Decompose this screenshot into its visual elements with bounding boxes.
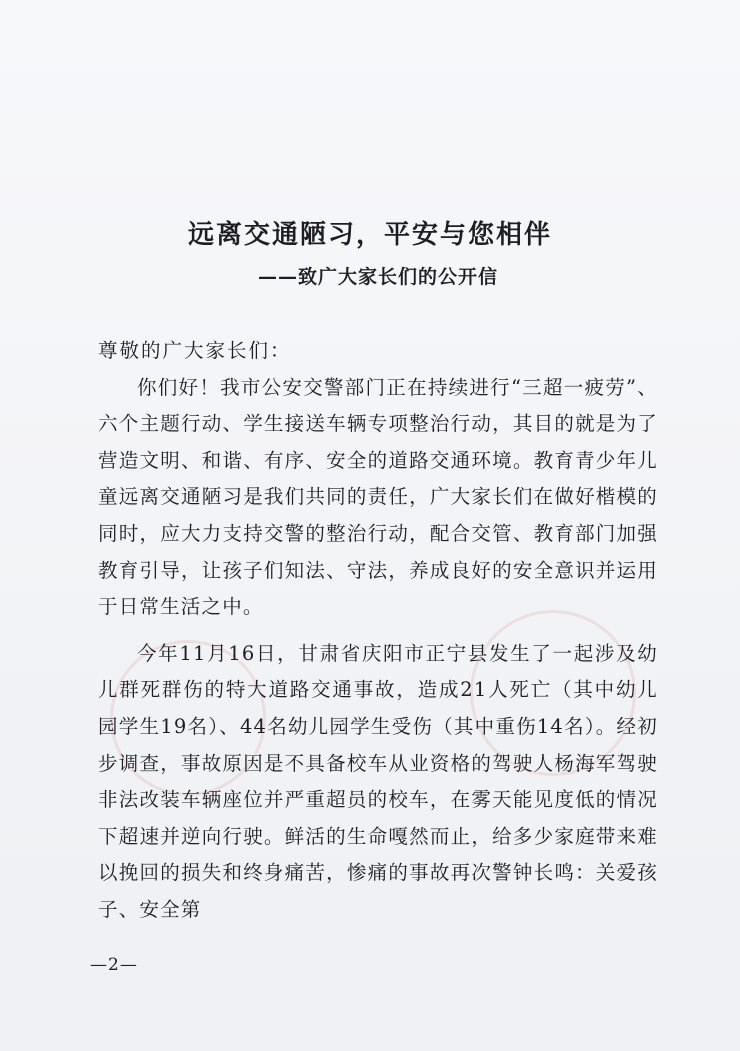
letter-title: 远离交通陋习，平安与您相伴: [187, 220, 552, 250]
reverse-side-bleed-through: [330, 240, 642, 341]
letter-subtitle: ——致广大家长们的公开信: [258, 266, 499, 288]
paragraph-1: 你们好！我市公安交警部门正在持续进行“三超一疲劳”、六个主题行动、学生接送车辆专项整治行动，其目的就是为了营造文明、和谐、有序、安全的道路交通环境。教育青少年儿童远离交通陋习是我们共同的责任，广大家长们在做好楷模的同时，应大力支持交警的整治行动，配合交管、教育部门加强教育引导，让孩子们知法、守法，养成良好的安全意识并运用于日常生活之中。: [98, 375, 658, 619]
salutation: 尊敬的广大家长们：: [98, 339, 292, 362]
page-number: —2—: [90, 955, 138, 975]
paragraph-2: 今年11月16日，甘肃省庆阳市正宁县发生了一起涉及幼儿群死群伤的特大道路交通事故，造成21人死亡（其中幼儿园学生19名）、44名幼儿园学生受伤（其中重伤14名）。经初步调查，事故原因是不具备校车从业资格的驾驶人杨海军驾驶非法改装车辆座位并严重超员的校车，在雾天能见度低的情况下超速并逆向行驶。鲜活的生命嘎然而止，给多少家庭带来难以挽回的损失和终身痛苦，惨痛的事故再次警钟长鸣：关爱孩子、安全第: [98, 641, 658, 921]
letter-body: [98, 333, 658, 929]
